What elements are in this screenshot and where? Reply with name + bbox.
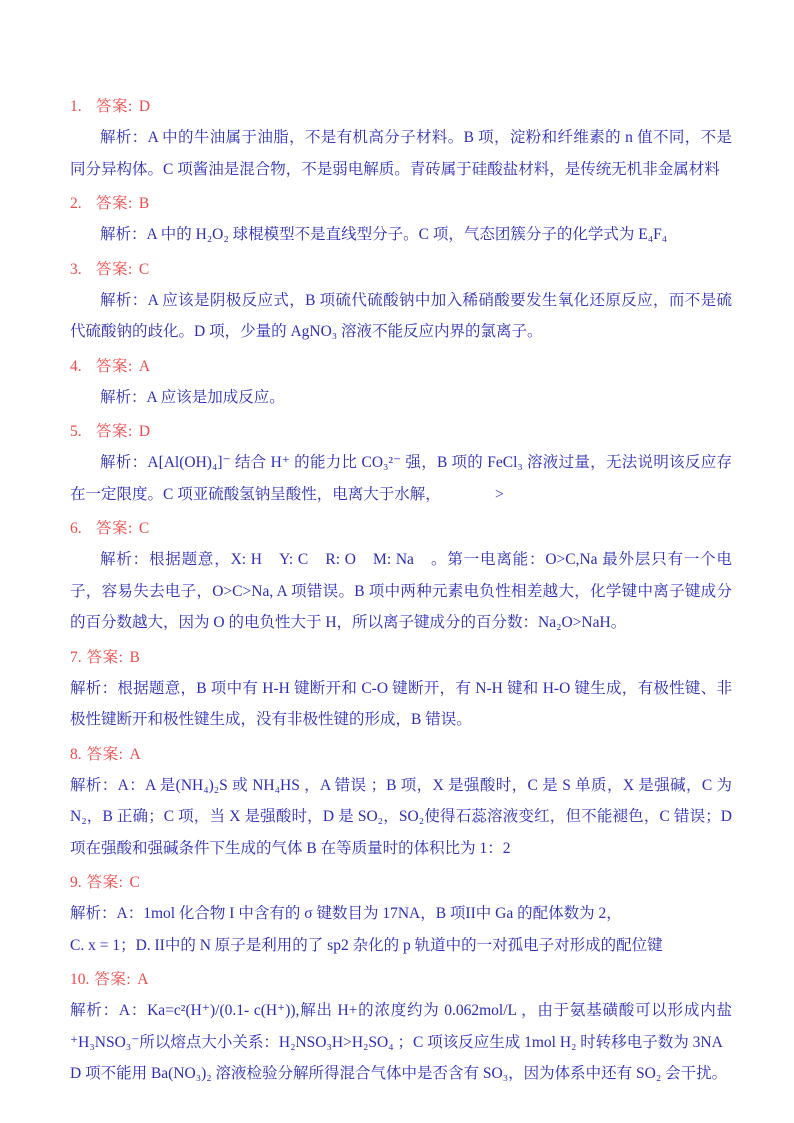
answer-item-5 xyxy=(70,416,732,510)
answer-item-3 xyxy=(70,254,732,348)
answer-item-4 xyxy=(70,351,732,414)
answer-item-9 xyxy=(70,867,732,961)
answer-letter: A xyxy=(137,971,149,988)
answer-letter: C xyxy=(138,260,150,278)
explanation-paragraph: 解析：A[Al(OH)₄]⁻ 结合 H⁺ 的能力比 CO₃²⁻ 强，B 项的 FeCl₃ 溶液过量，无法说明该反应存在一定限度。C 项亚硫酸氢钠呈酸性，电离大于水解， > xyxy=(70,454,732,503)
item-number: 1. xyxy=(70,98,82,115)
answer-letter: D xyxy=(138,423,151,440)
answer-item-7 xyxy=(70,642,732,736)
item-number: 6. xyxy=(70,520,82,537)
item-number: 7. xyxy=(70,648,82,666)
answer-letter: C xyxy=(129,874,140,891)
explanation-paragraph: 解析：A 中的 H₂O₂ 球棍模型不是直线型分子。C 项，气态团簇分子的化学式为 E₄F₄ xyxy=(100,226,668,243)
answer-header xyxy=(70,964,732,995)
answer-label: 答案: xyxy=(86,648,124,666)
answer-letter: A xyxy=(129,745,141,763)
answer-label: 答案: xyxy=(96,195,133,212)
item-number: 3. xyxy=(70,260,82,278)
item-number: 9. xyxy=(70,874,82,891)
answer-letter: A xyxy=(138,357,151,375)
item-number: 10. xyxy=(70,971,90,988)
explanation-paragraph: 解析：根据题意，X: H Y: C R: O M: Na 。第一电离能：O>C,Na 最外层只有一个电子，容易失去电子，O>C>Na, A 项错误。B 项中两种元素电负性相差越大，化学键中离子键成分的百分数越大，因为 O 的电负性大于 H，所以离子键成分的百分数：Na₂O>NaH。 xyxy=(70,551,732,631)
explanation-paragraph: 解析：A 应该是加成反应。 xyxy=(100,388,285,406)
answer-label: 答案: xyxy=(96,357,133,375)
answer-header xyxy=(70,642,732,673)
answer-header xyxy=(70,867,732,898)
answer-label: 答案: xyxy=(96,98,133,115)
answer-item-8 xyxy=(70,739,732,865)
explanation-paragraph: 解析：A：Ka=c²(H⁺)/(0.1- c(H⁺)),解出 H+的浓度约为 0.062mol/L ，由于氨基磺酸可以形成内盐⁺H₃NSO₃⁻所以熔点大小关系：H₂NSO₃H>H₂SO₄ ；C 项该反应生成 1mol H₂ 时转移电子数为 3NA xyxy=(70,1002,732,1051)
answer-letter: D xyxy=(138,98,151,115)
answer-item-10 xyxy=(70,964,732,1090)
answer-label: 答案: xyxy=(96,423,133,440)
answer-header xyxy=(70,91,732,122)
answer-label: 答案: xyxy=(96,260,133,278)
item-number: 2. xyxy=(70,195,82,212)
answer-header xyxy=(70,513,732,544)
answer-label: 答案: xyxy=(86,745,124,763)
answer-header xyxy=(70,254,732,285)
explanation-paragraph: 解析：A 应该是阴极反应式，B 项硫代硫酸钠中加入稀硝酸要发生氧化还原反应，而不是硫代硫酸钠的歧化。D 项，少量的 AgNO₃ 溶液不能反应内界的氯离子。 xyxy=(70,291,732,340)
explanation-paragraph: C. x = 1；D. II中的 N 原子是利用的了 sp2 杂化的 p 轨道中的一对孤电子对形成的配位键 xyxy=(70,936,663,954)
answer-label: 答案: xyxy=(96,520,133,537)
answer-header xyxy=(70,739,732,770)
answer-letter: B xyxy=(129,648,140,666)
answer-header xyxy=(70,416,732,447)
answer-label: 答案: xyxy=(86,874,124,891)
explanation-paragraph: 解析：A 中的牛油属于油脂，不是有机高分子材料。B 项，淀粉和纤维素的 n 值不同，不是同分异构体。C 项酱油是混合物，不是弱电解质。青砖属于硅酸盐材料，是传统无机非金属材料 xyxy=(70,129,732,178)
item-number: 5. xyxy=(70,423,82,440)
item-number: 4. xyxy=(70,357,82,375)
answer-header xyxy=(70,188,732,219)
explanation-paragraph: 解析：A：1mol 化合物 I 中含有的 σ 键数目为 17NA，B 项II中 Ga 的配体数为 2， xyxy=(70,905,622,922)
item-number: 8. xyxy=(70,745,82,763)
explanation-paragraph: D 项不能用 Ba(NO₃)₂ 溶液检验分解所得混合气体中是否含有 SO₃，因为体系中还有 SO₂ 会干扰。 xyxy=(70,1065,728,1082)
answer-header xyxy=(70,351,732,382)
answer-letter: C xyxy=(138,520,150,537)
answer-item-1 xyxy=(70,91,732,185)
answer-label: 答案: xyxy=(94,971,132,988)
answer-item-6 xyxy=(70,513,732,639)
explanation-paragraph: 解析：根据题意，B 项中有 H-H 键断开和 C-O 键断开，有 N-H 键和 H-O 键生成，有极性键、非极性键断开和极性键生成，没有非极性键的形成，B 错误。 xyxy=(70,679,732,728)
answer-item-2 xyxy=(70,188,732,251)
answer-letter: B xyxy=(138,195,150,212)
explanation-paragraph: 解析：A：A 是(NH₄)₂S 或 NH₄HS ，A 错误 ；B 项，X 是强酸时，C 是 S 单质，X 是强碱，C 为 N₂，B 正确；C 项，当 X 是强酸时，D 是 SO₂，SO₂使得石蕊溶液变红，但不能褪色，C 错误；D 项在强酸和强碱条件下生成的气体 B 在等质量时的体积比为 1：2 xyxy=(70,776,732,857)
